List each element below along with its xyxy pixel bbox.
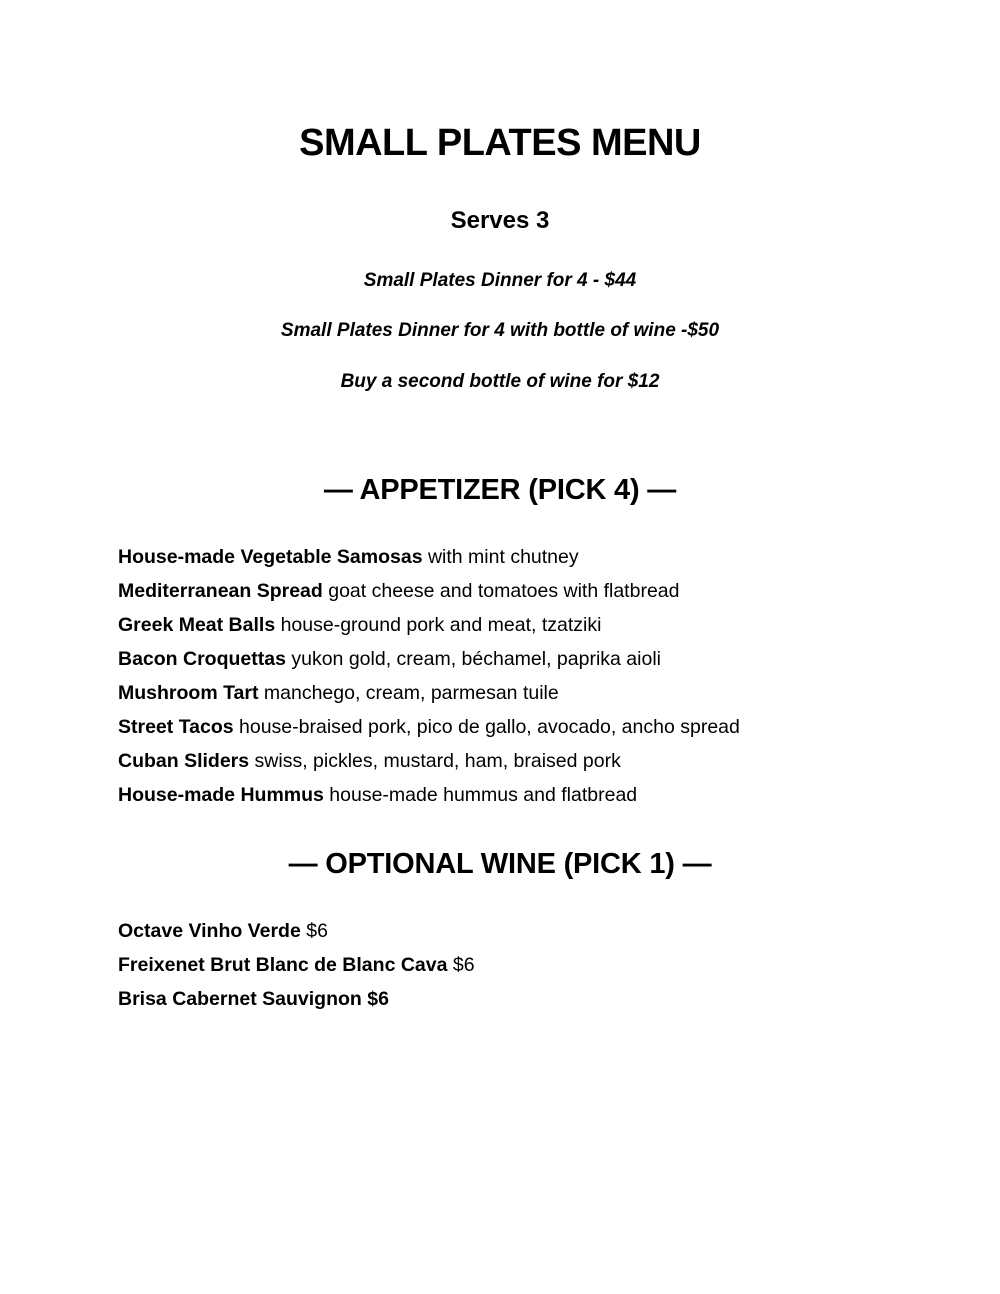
item-name: Freixenet Brut Blanc de Blanc Cava: [118, 954, 448, 976]
item-price: $6: [300, 920, 328, 942]
wine-item: [118, 914, 475, 948]
appetizer-item: [118, 676, 740, 710]
wine-item: [118, 948, 475, 982]
item-name: Octave Vinho Verde: [118, 920, 301, 942]
appetizer-item: [118, 744, 740, 778]
appetizer-item: [118, 710, 740, 744]
wine-list: [118, 914, 475, 1016]
item-name: Greek Meat Balls: [118, 614, 276, 636]
offer-dinner-for-4: Small Plates Dinner for 4 - $44: [363, 270, 637, 291]
item-name: Street Tacos: [118, 716, 234, 738]
item-description: goat cheese and tomatoes with flatbread: [322, 580, 680, 602]
appetizer-item: [118, 778, 740, 812]
item-description: house-made hummus and flatbread: [323, 784, 638, 806]
appetizer-list: [118, 540, 740, 812]
item-name: House-made Vegetable Samosas: [118, 546, 423, 568]
serves-subtitle: Serves 3: [450, 207, 550, 234]
appetizer-item: [118, 642, 740, 676]
item-description: house-ground pork and meat, tzatziki: [275, 614, 602, 636]
appetizer-item: [118, 608, 740, 642]
wine-item: [118, 982, 475, 1016]
item-description: with mint chutney: [422, 546, 579, 568]
item-name: Mediterranean Spread: [118, 580, 323, 602]
item-description: yukon gold, cream, béchamel, paprika aioli: [285, 648, 661, 670]
item-name: Brisa Cabernet Sauvignon: [118, 988, 362, 1010]
wine-heading: — OPTIONAL WINE (PICK 1) —: [288, 848, 712, 880]
appetizer-heading: — APPETIZER (PICK 4) —: [323, 474, 677, 506]
item-name: House-made Hummus: [118, 784, 324, 806]
item-name: Bacon Croquettas: [118, 648, 286, 670]
appetizer-item: [118, 574, 740, 608]
item-price: $6: [447, 954, 475, 976]
offer-second-bottle: Buy a second bottle of wine for $12: [340, 371, 660, 392]
item-name: Cuban Sliders: [118, 750, 250, 772]
appetizer-item: [118, 540, 740, 574]
item-description: swiss, pickles, mustard, ham, braised pork: [249, 750, 621, 772]
item-description: manchego, cream, parmesan tuile: [258, 682, 559, 704]
item-name: Mushroom Tart: [118, 682, 259, 704]
item-price: $6: [361, 988, 389, 1010]
offer-dinner-with-wine: Small Plates Dinner for 4 with bottle of wine -$50: [280, 320, 720, 341]
item-description: house-braised pork, pico de gallo, avocado, ancho spread: [233, 716, 740, 738]
menu-title: SMALL PLATES MENU: [299, 122, 701, 164]
